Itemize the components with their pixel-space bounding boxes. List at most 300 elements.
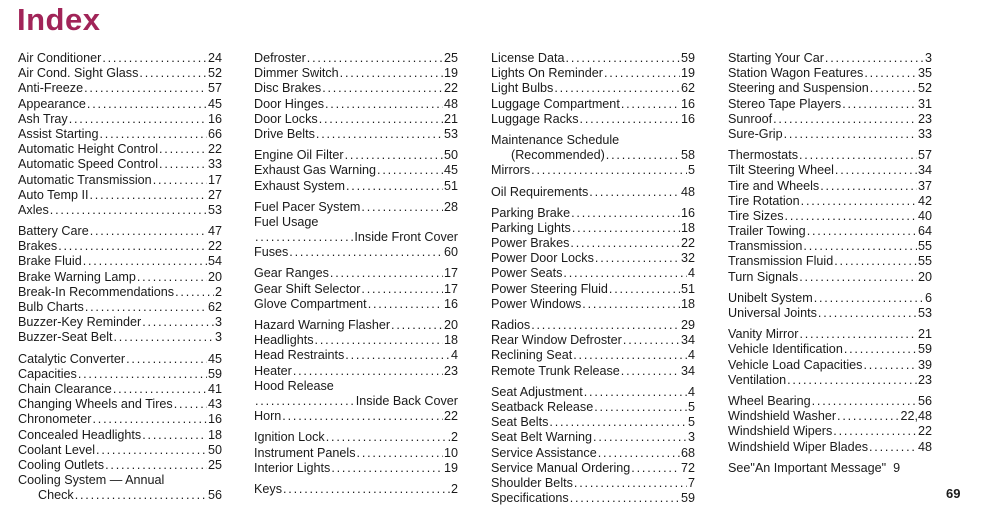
entry-page: 22 — [207, 239, 222, 254]
index-entry-row — [728, 424, 932, 439]
entry-page: 3 — [214, 330, 222, 345]
entry-page: 16 — [680, 205, 695, 220]
index-entry — [18, 127, 222, 142]
index-entry-row — [728, 394, 932, 409]
entry-label: Fuel Usage — [254, 214, 319, 229]
index-entry-row — [728, 179, 932, 194]
dot-leader — [623, 333, 680, 348]
entry-page: 66 — [207, 126, 222, 141]
dot-leader — [255, 394, 355, 409]
entry-label: Chain Clearance — [18, 381, 112, 396]
dot-leader — [589, 185, 680, 200]
index-entry-row — [491, 185, 695, 200]
dot-leader — [870, 81, 917, 96]
index-entry — [254, 318, 458, 333]
index-entry-row — [18, 270, 222, 285]
index-entry — [491, 364, 695, 379]
entry-page: 55 — [917, 239, 932, 254]
entry-label-continued: (Recommended) — [511, 148, 605, 163]
dot-leader — [842, 97, 917, 112]
entry-label: Concealed Headlights — [18, 427, 142, 442]
index-entry — [18, 224, 222, 239]
entry-page: 22 — [917, 424, 932, 439]
index-entry-row — [491, 446, 695, 461]
index-entry — [254, 446, 458, 461]
entry-label: Capacities — [18, 366, 77, 381]
entry-page: 5 — [687, 415, 695, 430]
index-entry — [18, 254, 222, 269]
index-entry-row — [18, 488, 222, 503]
entry-label: Horn — [254, 409, 282, 424]
entry-label: Windshield Wiper Blades — [728, 439, 868, 454]
entry-label: Seat Adjustment — [491, 384, 583, 399]
index-entry-row — [728, 81, 932, 96]
entry-label: Head Restraints — [254, 348, 345, 363]
dot-leader — [78, 367, 207, 382]
entry-label: Heater — [254, 363, 292, 378]
entry-page: 18 — [680, 220, 695, 235]
dot-leader — [531, 163, 687, 178]
index-entry — [18, 315, 222, 330]
entry-reference: Inside Back Cover — [355, 393, 458, 408]
index-entry — [18, 458, 222, 473]
index-entry — [18, 443, 222, 458]
dot-leader — [833, 424, 917, 439]
index-entry-row — [254, 409, 458, 424]
entry-label: Automatic Speed Control — [18, 157, 159, 172]
entry-label: Dimmer Switch — [254, 66, 339, 81]
dot-leader — [322, 81, 443, 96]
entry-label: Vehicle Load Capacities — [728, 357, 863, 372]
entry-label: Parking Brake — [491, 205, 571, 220]
index-entry-row — [491, 236, 695, 251]
index-entry-row — [491, 266, 695, 281]
entry-label: Anti-Freeze — [18, 81, 84, 96]
dot-leader — [549, 415, 687, 430]
index-entry-row — [728, 224, 932, 239]
dot-leader — [570, 491, 680, 506]
dot-leader — [799, 327, 917, 342]
index-entry — [18, 157, 222, 172]
index-entry-row — [254, 430, 458, 445]
index-column-4 — [728, 51, 932, 476]
entry-page: 3 — [924, 51, 932, 65]
index-entry — [254, 430, 458, 445]
index-entry-row — [18, 188, 222, 203]
entry-page: 45 — [207, 96, 222, 111]
index-entry — [254, 409, 458, 424]
index-entry-row — [254, 318, 458, 333]
index-entry — [728, 327, 932, 342]
entry-label: Automatic Height Control — [18, 142, 158, 157]
entry-label: Buzzer-Seat Belt — [18, 330, 113, 345]
entry-page: 16 — [443, 296, 458, 311]
entry-page: 39 — [917, 357, 932, 372]
entry-label: Seatback Release — [491, 399, 594, 414]
entry-page: 57 — [917, 148, 932, 163]
dot-leader — [175, 285, 214, 300]
dot-leader — [531, 318, 680, 333]
entry-label: Power Steering Fluid — [491, 281, 608, 296]
index-entry-row — [254, 348, 458, 363]
entry-label: Ash Tray — [18, 111, 68, 126]
entry-page: 28 — [443, 199, 458, 214]
index-entry-row — [728, 342, 932, 357]
index-entry-row — [18, 300, 222, 315]
entry-label: Cooling System — Annual — [18, 473, 165, 488]
index-entry-row — [18, 367, 222, 382]
index-entry — [728, 373, 932, 388]
index-entry-row — [728, 270, 932, 285]
index-entry-row — [491, 81, 695, 96]
dot-leader — [361, 200, 443, 215]
entry-label: Sunroof — [728, 111, 773, 126]
entry-label: Parking Lights — [491, 220, 571, 235]
entry-label: Stereo Tape Players — [728, 96, 842, 111]
entry-page: 53 — [207, 202, 222, 217]
dot-leader — [100, 127, 207, 142]
index-entry-row — [491, 51, 695, 66]
index-entry-row — [254, 97, 458, 112]
index-entry — [254, 266, 458, 281]
index-entry — [254, 379, 458, 409]
index-entry — [728, 394, 932, 409]
index-entry-row — [728, 306, 932, 321]
entry-label: Steering and Suspension — [728, 81, 869, 96]
entry-label: Reclining Seat — [491, 348, 573, 363]
dot-leader — [368, 297, 443, 312]
index-entry — [491, 133, 695, 163]
index-entry — [254, 179, 458, 194]
index-entry — [728, 254, 932, 269]
index-entry — [254, 348, 458, 363]
entry-label: Tire and Wheels — [728, 178, 820, 193]
entry-page: 34 — [680, 333, 695, 348]
entry-page: 60 — [443, 245, 458, 260]
entry-page: 29 — [680, 318, 695, 332]
index-entry — [254, 482, 458, 497]
entry-label: Air Conditioner — [18, 51, 102, 65]
index-entry-row — [18, 97, 222, 112]
dot-leader — [801, 194, 917, 209]
entry-label: Radios — [491, 318, 531, 332]
entry-page: 62 — [207, 300, 222, 314]
index-entry — [728, 270, 932, 285]
entry-page: 16 — [207, 412, 222, 427]
index-entry-row — [254, 446, 458, 461]
page-number: 69 — [946, 486, 961, 501]
entry-label: Axles — [18, 202, 49, 217]
entry-page: 9 — [893, 460, 901, 475]
index-entry — [491, 221, 695, 236]
entry-page: 52 — [207, 66, 222, 81]
index-entry-row — [18, 51, 222, 66]
dot-leader — [293, 364, 443, 379]
entry-label: Gear Shift Selector — [254, 281, 361, 296]
index-entry — [254, 148, 458, 163]
entry-page: 24 — [207, 51, 222, 65]
index-entry — [491, 430, 695, 445]
dot-leader — [784, 127, 917, 142]
index-entry-row — [491, 66, 695, 81]
entry-page: 3 — [687, 430, 695, 445]
index-entry — [728, 97, 932, 112]
entry-label: Specifications — [491, 491, 569, 506]
dot-leader — [609, 282, 680, 297]
entry-page: 43 — [207, 397, 222, 412]
index-entry-row — [491, 148, 695, 163]
dot-leader — [84, 81, 207, 96]
entry-page: 62 — [680, 81, 695, 96]
entry-page: 51 — [443, 178, 458, 193]
index-column-3 — [491, 51, 695, 506]
entry-label: Power Door Locks — [491, 251, 594, 266]
entry-page: 2 — [450, 430, 458, 445]
index-entry-row — [18, 173, 222, 188]
index-entry — [491, 112, 695, 127]
dot-leader — [631, 461, 680, 476]
index-entry — [728, 51, 932, 66]
dot-leader — [159, 157, 207, 172]
dot-leader — [391, 318, 443, 333]
entry-page: 21 — [917, 327, 932, 342]
index-entry-row — [18, 239, 222, 254]
entry-label: Service Manual Ordering — [491, 460, 631, 475]
index-entry-row — [254, 245, 458, 260]
index-entry — [728, 127, 932, 142]
entry-label: Mirrors — [491, 163, 531, 178]
dot-leader — [137, 270, 207, 285]
index-entry-row — [491, 297, 695, 312]
entry-label: Defroster — [254, 51, 306, 65]
index-entry — [18, 97, 222, 112]
dot-leader — [606, 148, 680, 163]
entry-page: 5 — [687, 163, 695, 178]
index-entry — [18, 412, 222, 427]
entry-label: Vehicle Identification — [728, 342, 843, 357]
index-entry — [254, 97, 458, 112]
dot-leader — [307, 51, 443, 66]
index-entry-row — [491, 97, 695, 112]
dot-leader — [835, 163, 917, 178]
entry-page: 17 — [443, 281, 458, 296]
index-entry-row — [18, 142, 222, 157]
dot-leader — [319, 112, 443, 127]
entry-label: Station Wagon Features — [728, 66, 864, 81]
entry-page: 10 — [443, 445, 458, 460]
dot-leader — [126, 352, 207, 367]
entry-page: 48 — [917, 439, 932, 454]
index-entry-row — [491, 491, 695, 506]
index-entry-row — [18, 81, 222, 96]
index-entry — [491, 66, 695, 81]
dot-leader — [345, 148, 443, 163]
entry-page: 33 — [917, 126, 932, 141]
index-entry — [18, 285, 222, 300]
entry-label: Sure-Grip — [728, 126, 783, 141]
index-entry — [254, 81, 458, 96]
index-entry — [254, 364, 458, 379]
entry-page: 68 — [680, 445, 695, 460]
index-entry-row — [254, 230, 458, 245]
entry-page: 53 — [443, 126, 458, 141]
index-entry-row — [491, 476, 695, 491]
entry-spacer — [886, 461, 893, 476]
entry-label: Seat Belt Warning — [491, 430, 593, 445]
entry-label: License Data — [491, 51, 565, 65]
index-entry — [728, 112, 932, 127]
entry-page: 25 — [443, 51, 458, 65]
dot-leader — [325, 97, 443, 112]
entry-page: 64 — [917, 224, 932, 239]
index-entry-row — [254, 215, 458, 230]
index-entry-row — [18, 473, 222, 488]
index-entry — [18, 142, 222, 157]
entry-page: 19 — [443, 66, 458, 81]
dot-leader — [85, 300, 207, 315]
dot-leader — [255, 230, 353, 245]
entry-page: 4 — [450, 348, 458, 363]
entry-label: Fuel Pacer System — [254, 199, 361, 214]
entry-page: 18 — [443, 333, 458, 348]
dot-leader — [812, 394, 917, 409]
index-entry — [491, 297, 695, 312]
entry-label: Chronometer — [18, 412, 92, 427]
entry-label: Break-In Recommendations — [18, 284, 175, 299]
entry-page: 2 — [450, 481, 458, 496]
dot-leader — [89, 188, 207, 203]
entry-page: 4 — [687, 348, 695, 363]
index-entry-row — [254, 482, 458, 497]
dot-leader — [96, 443, 207, 458]
entry-page: 18 — [207, 427, 222, 442]
entry-label: Catalytic Converter — [18, 351, 126, 366]
index-entry — [254, 282, 458, 297]
dot-leader — [799, 148, 917, 163]
index-entry-row — [18, 352, 222, 367]
index-entry — [728, 461, 932, 476]
index-entry — [728, 66, 932, 81]
index-entry-row — [728, 409, 932, 424]
dot-leader — [142, 315, 214, 330]
entry-label: Appearance — [18, 96, 86, 111]
index-entry — [18, 428, 222, 443]
index-entry — [728, 194, 932, 209]
index-entry-row — [491, 461, 695, 476]
dot-leader — [159, 142, 207, 157]
entry-label: Windshield Wipers — [728, 424, 833, 439]
index-entry-row — [728, 97, 932, 112]
dot-leader — [83, 254, 207, 269]
index-entry — [728, 163, 932, 178]
dot-leader — [316, 127, 443, 142]
dot-leader — [582, 297, 680, 312]
index-entry — [254, 297, 458, 312]
dot-leader — [58, 239, 207, 254]
index-entry-row — [491, 163, 695, 178]
entry-page: 19 — [680, 66, 695, 81]
index-entry-row — [18, 254, 222, 269]
entry-page: 2 — [214, 284, 222, 299]
index-entry-row — [18, 428, 222, 443]
entry-label: Wheel Bearing — [728, 393, 811, 408]
entry-label: Changing Wheels and Tires — [18, 397, 173, 412]
index-entry — [728, 306, 932, 321]
dot-leader — [153, 173, 207, 188]
entry-label: Door Locks — [254, 111, 318, 126]
dot-leader — [90, 224, 207, 239]
index-entry — [728, 209, 932, 224]
index-entry-row — [491, 251, 695, 266]
entry-label: Oil Requirements — [491, 184, 589, 199]
index-entry — [728, 342, 932, 357]
index-column-2 — [254, 51, 458, 497]
index-entry-row — [18, 157, 222, 172]
dot-leader — [863, 358, 917, 373]
index-entry-row — [728, 373, 932, 388]
entry-label: Air Cond. Sight Glass — [18, 66, 139, 81]
entry-page: 40 — [917, 208, 932, 223]
entry-label: Brakes — [18, 239, 58, 254]
dot-leader — [604, 66, 680, 81]
entry-label: Coolant Level — [18, 442, 96, 457]
entry-label: Engine Oil Filter — [254, 148, 344, 163]
index-entry — [18, 112, 222, 127]
entry-label: Tire Rotation — [728, 193, 800, 208]
entry-page: 51 — [680, 281, 695, 296]
dot-leader — [595, 251, 680, 266]
entry-page: 32 — [680, 251, 695, 266]
entry-page: 22 — [443, 409, 458, 424]
entry-page: 23 — [917, 111, 932, 126]
index-entry-row — [728, 148, 932, 163]
entry-label: See"An Important Message" — [728, 460, 887, 475]
dot-leader — [566, 51, 680, 66]
index-entry-row — [18, 330, 222, 345]
dot-leader — [787, 373, 917, 388]
index-entry — [18, 367, 222, 382]
index-entry — [728, 358, 932, 373]
entry-label: Assist Starting — [18, 126, 99, 141]
entry-page: 16 — [680, 96, 695, 111]
entry-label: Keys — [254, 481, 282, 496]
index-entry — [254, 461, 458, 476]
entry-label: Automatic Transmission — [18, 172, 152, 187]
dot-leader — [570, 236, 680, 251]
index-entry — [254, 51, 458, 66]
dot-leader — [346, 179, 443, 194]
dot-leader — [102, 51, 207, 66]
index-entry-row — [254, 394, 458, 409]
index-entry-row — [491, 282, 695, 297]
index-entry — [491, 266, 695, 281]
entry-page: 52 — [917, 81, 932, 96]
index-entry-row — [254, 179, 458, 194]
index-entry — [254, 112, 458, 127]
entry-page: 72 — [680, 460, 695, 475]
index-entry-row — [491, 221, 695, 236]
index-entry — [254, 66, 458, 81]
entry-label: Hood Release — [254, 378, 334, 393]
entry-label: Battery Care — [18, 224, 89, 239]
index-entry-row — [18, 112, 222, 127]
dot-leader — [572, 221, 680, 236]
dot-leader — [340, 66, 443, 81]
entry-label: Glove Compartment — [254, 296, 367, 311]
entry-label: Lights On Reminder — [491, 66, 603, 81]
dot-leader — [773, 112, 917, 127]
entry-label: Ventilation — [728, 372, 787, 387]
